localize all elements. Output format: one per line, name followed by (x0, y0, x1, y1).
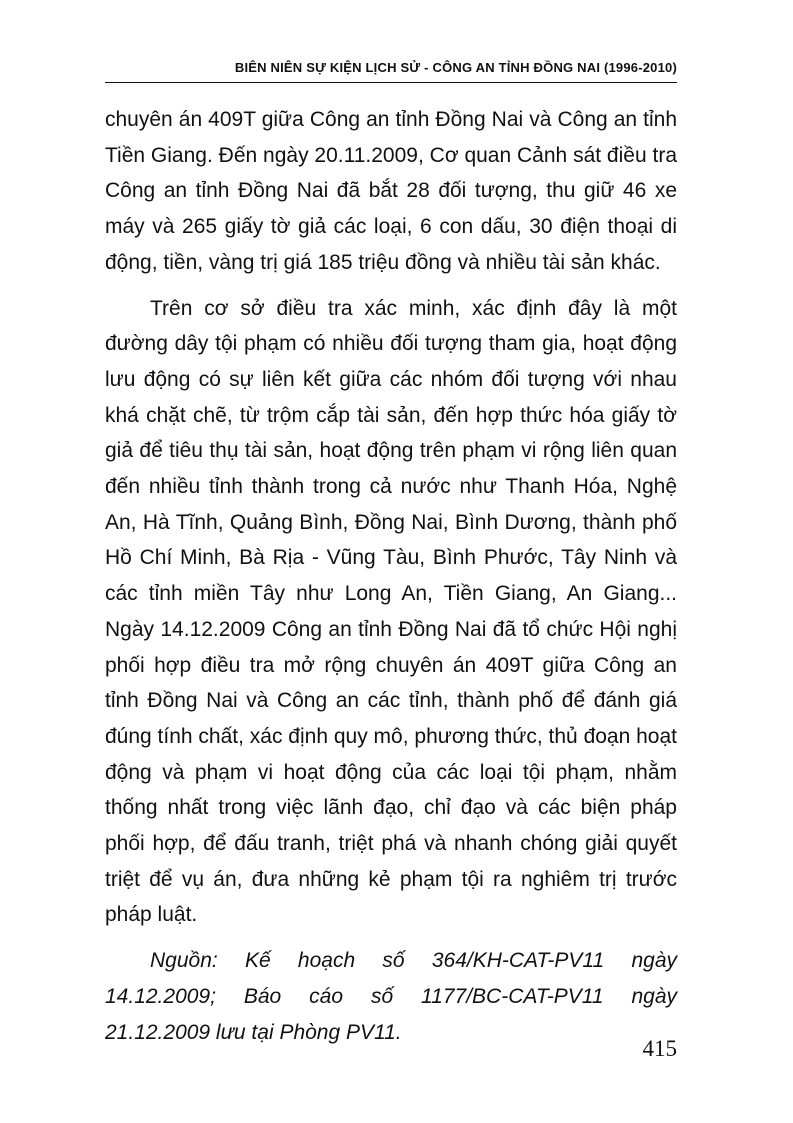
paragraph-continuation: chuyên án 409T giữa Công an tỉnh Đồng Nai và Công an tỉnh Tiền Giang. Đến ngày 20.11.2009, Cơ quan Cảnh sát điều tra Công an tỉnh Đồng Nai đã bắt 28 đối tượng, thu giữ 46 xe máy và 265 giấy tờ giả các loại, 6 con dấu, 30 điện thoại di động, tiền, vàng trị giá 185 triệu đồng và nhiều tài sản khác. (105, 108, 677, 274)
running-header: BIÊN NIÊN SỰ KIỆN LỊCH SỬ - CÔNG AN TỈNH ĐỒNG NAI (1996-2010) (234, 60, 677, 75)
page-number: 415 (642, 1036, 677, 1061)
source-citation: Nguồn: Kế hoạch số 364/KH-CAT-PV11 ngày 14.12.2009; Báo cáo số 1177/BC-CAT-PV11 ngày 21.12.2009 lưu tại Phòng PV11. (105, 949, 677, 1044)
header-rule (105, 82, 677, 83)
page-body (105, 102, 677, 1050)
paragraph-main: Trên cơ sở điều tra xác minh, xác định đây là một đường dây tội phạm có nhiều đối tượng tham gia, hoạt động lưu động có sự liên kết giữa các nhóm đối tượng với nhau khá chặt chẽ, từ trộm cắp tài sản, đến hợp thức hóa giấy tờ giả để tiêu thụ tài sản, hoạt động trên phạm vi rộng liên quan đến nhiều tỉnh thành trong cả nước như Thanh Hóa, Nghệ An, Hà Tĩnh, Quảng Bình, Đồng Nai, Bình Dương, thành phố Hồ Chí Minh, Bà Rịa - Vũng Tàu, Bình Phước, Tây Ninh và các tỉnh miền Tây như Long An, Tiền Giang, An Giang... Ngày 14.12.2009 Công an tỉnh Đồng Nai đã tổ chức Hội nghị phối hợp điều tra mở rộng chuyên án 409T giữa Công an tỉnh Đồng Nai và Công an các tỉnh, thành phố để đánh giá đúng tính chất, xác định quy mô, phương thức, thủ đoạn hoạt động và phạm vi hoạt động của các loại tội phạm, nhằm thống nhất trong việc lãnh đạo, chỉ đạo và các biện pháp phối hợp, để đấu tranh, triệt phá và nhanh chóng giải quyết triệt để vụ án, đưa những kẻ phạm tội ra nghiêm trị trước pháp luật. (105, 296, 677, 927)
